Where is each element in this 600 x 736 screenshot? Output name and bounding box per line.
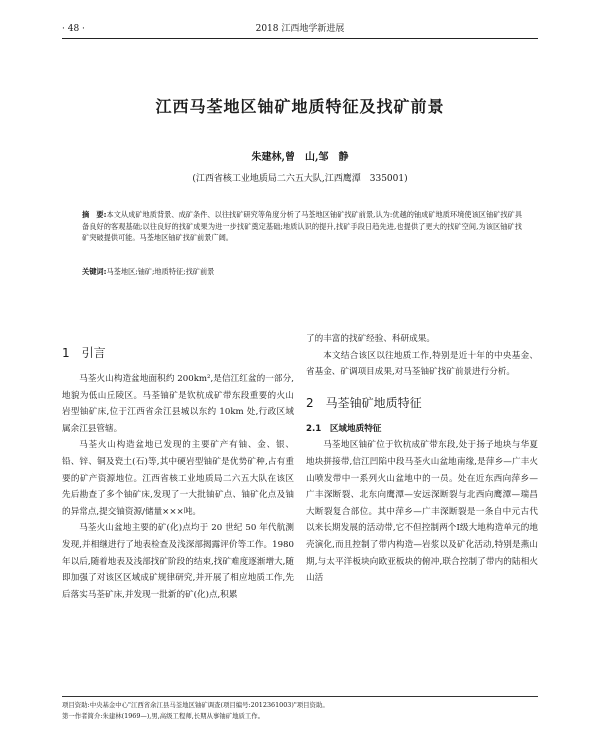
paragraph: 马荃地区铀矿位于钦杭成矿带东段,处于扬子地块与华夏地块拼接带,信江凹陷中段马荃火山盆地南缘,是萍乡—广丰火山喷发带中一系列火山盆地中的一员。处在近东西向萍乡—广丰深断裂、北东向鹰潭—安远深断裂与北西向鹰潭—瑞昌大断裂复合部位。其中萍乡—广丰深断裂是一条自中元古代以来长期发展的活动带,它不但控制两个Ⅰ级大地构造单元的地壳演化,而且控制了带内构造—岩浆以及矿化活动,特别是燕山期,与太平洋板块向欧亚板块的俯冲,联合控制了带内的陆相火山活 (306, 440, 538, 584)
running-header (62, 22, 538, 39)
journal-title: 2018 江西地学新进展 (255, 24, 345, 34)
keywords (82, 266, 522, 277)
footnote-author: 第一作者简介:朱建林(1969—),男,高级工程师,长期从事铀矿地质工作。 (62, 712, 265, 720)
abstract (82, 209, 522, 244)
section-heading-geology: 2 马荃铀矿地质特征 (306, 395, 422, 410)
abstract-label: 摘 要: (82, 210, 107, 219)
subsection-heading: 2.1 区域地质特征 (306, 423, 382, 434)
paragraph: 本文结合该区以往地质工作,特别是近十年的中央基金、省基金、矿调项目成果,对马荃铀矿找矿前景进行分析。 (306, 350, 538, 378)
keywords-label: 关键词: (82, 267, 107, 276)
footnote-funding: 项目资助:中央基金中心"江西省余江县马荃地区铀矿调查(项目编号:2012361003)"项目资助。 (62, 701, 329, 709)
affiliation: (江西省核工业地质局二六五大队,江西鹰潭 335001) (192, 174, 408, 184)
keywords-text: 马荃地区;铀矿;地质特征;找矿前景 (106, 267, 215, 276)
left-column (62, 331, 294, 603)
right-column (306, 331, 538, 587)
section-heading-introduction: 1 引言 (62, 346, 106, 360)
paper-title: 江西马荃地区铀矿地质特征及找矿前景 (155, 97, 445, 116)
abstract-text: 本文从成矿地质背景、成矿条件、以往找矿研究等角度分析了马荃地区铀矿找矿前景,认为:优越的铀成矿地质环境使该区铀矿找矿具备良好的客观基础;以往良好的找矿成果为进一步找矿奠定基础;地质认识的提升,找矿手段日趋先进,也提供了更大的找矿空间,为该区铀矿找矿突破提供可能。马荃地区铀矿找矿前景广阔。 (82, 210, 523, 242)
paragraph: 马荃火山构造盆地已发现的主要矿产有铀、金、银、铅、锌、铜及瓷土(石)等,其中硬岩型铀矿是优势矿种,占有重要的矿产资源地位。江西省核工业地质局二六五大队在该区先后勘查了多个铀矿床,发现了一大批铀矿点、铀矿化点及铀的异常点,提交铀资源/储量×××吨。 (62, 440, 294, 517)
footnotes (62, 696, 538, 722)
paragraph: 马荃火山构造盆地面积约 200km²,是信江红盆的一部分,地貌为低山丘陵区。马荃铀矿是钦杭成矿带东段重要的火山岩型铀矿床,位于江西省余江县城以东约 10km 处,行政区域属余江县管辖。 (62, 374, 294, 434)
paragraph: 马荃火山盆地主要的矿(化)点均于 20 世纪 50 年代航测发现,并相继进行了地表检查及浅深部揭露评价等工作。1980 年以后,随着地表及浅部找矿阶段的结束,找矿难度逐渐增大,随即加强了对该区区域成矿规律研究,并开展了相应地质工作,先后落实马荃矿床,并发现一批新的矿(化)点,积累 (62, 523, 294, 600)
page-number: · 48 · (62, 24, 85, 34)
authors: 朱建林,曾 山,邹 静 (251, 152, 349, 163)
paragraph-continued: 了的丰富的找矿经验、科研成果。 (306, 334, 435, 344)
